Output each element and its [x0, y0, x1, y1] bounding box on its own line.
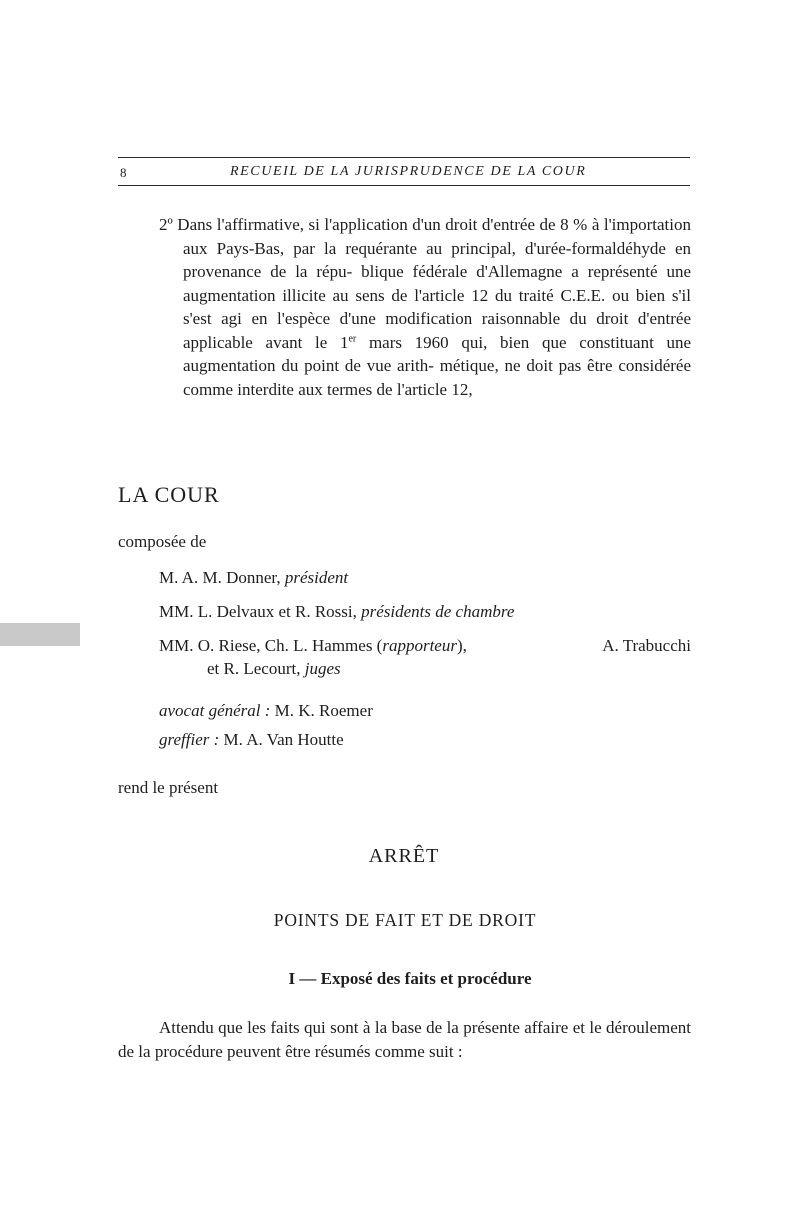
page-header	[118, 155, 690, 189]
chambers-line	[159, 600, 691, 623]
president-role: président	[284, 568, 349, 587]
question-line: mars 1960 qui, bien	[368, 332, 530, 352]
ordinal-superscript: er	[348, 332, 357, 344]
question-line: 8 % à l'importation aux Pays-Bas, par la requérante au	[183, 215, 692, 258]
section-heading: I — Exposé des faits et procédure	[288, 969, 532, 988]
scan-artifact-bar	[0, 623, 80, 646]
chambers-names: MM. L. Delvaux et R. Rossi,	[159, 602, 357, 621]
question-line: principal, d'urée-formaldéhyde en provenance de la répu-	[183, 238, 691, 281]
rapporteur-label: rapporteur	[382, 636, 457, 655]
registrar-name: M. A. Van Houtte	[223, 730, 344, 749]
judges-names: MM. O. Riese, Ch. L. Hammes (	[159, 636, 383, 655]
running-head: RECUEIL DE LA JURISPRUDENCE DE LA COUR	[230, 164, 587, 179]
question-line: que constituant une augmentation du point de vue arith-	[183, 332, 692, 375]
question-line: aux termes de l'article 12,	[298, 379, 473, 399]
president-line	[159, 566, 691, 589]
registrar-line	[159, 728, 691, 751]
rend-line: rend le présent	[118, 778, 219, 797]
header-top-rule	[118, 157, 690, 158]
court-heading: LA COUR	[118, 482, 220, 507]
arret-title: ARRÊT	[368, 845, 440, 867]
question-line: 2º Dans l'affirmative, si l'application d'un droit d'entrée de	[159, 215, 556, 234]
judges-role: juges	[304, 659, 341, 678]
advocate-line	[159, 699, 691, 722]
header-bottom-rule	[118, 185, 690, 186]
points-heading: POINTS DE FAIT ET DE DROIT	[273, 910, 537, 930]
composee-label: composée de	[118, 532, 207, 551]
attendu-paragraph: Attendu que les faits qui sont à la base de la présente affaire et le déroulement de la procédure peuvent être résumés comme suit :	[118, 1018, 691, 1061]
chambers-role: présidents de chambre	[361, 602, 515, 621]
body-paragraph	[118, 1016, 691, 1063]
president-name: M. A. M. Donner,	[159, 568, 281, 587]
registrar-role: greffier :	[159, 730, 220, 749]
question-line: illicite au sens de l'article 12 du traité C.E.E. ou bien s'il	[282, 285, 691, 305]
judge-trabucchi: A. Trabucchi	[602, 636, 691, 655]
page-number: 8	[120, 165, 127, 180]
question-line: s'est agi en l'espèce d'une modification raisonnable du	[183, 309, 587, 328]
ordinal-date: 1er	[339, 332, 357, 352]
question-line: blique fédérale d'Allemagne a représenté une augmentation	[183, 262, 691, 305]
question-line: droit d'entrée applicable avant le	[183, 309, 691, 352]
advocate-name: M. K. Roemer	[274, 701, 373, 720]
judge-lecourt: et R. Lecourt,	[207, 659, 301, 678]
judges-line: MM. O. Riese, Ch. L. Hammes (rapporteur), A. Trabucchi et R. Lecourt, juges	[159, 636, 691, 678]
question-paragraph	[159, 213, 691, 401]
advocate-role: avocat général :	[159, 701, 271, 720]
question-line: métique, ne doit pas être considérée comme interdite	[183, 356, 691, 399]
